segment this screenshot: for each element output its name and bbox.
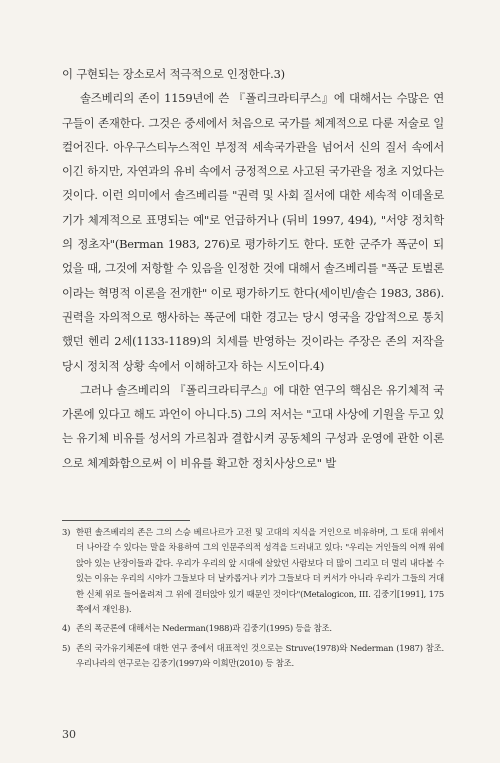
footnote-number: 5) [62, 642, 71, 653]
footnote-number: 3) [62, 527, 71, 537]
footnotes [62, 525, 444, 676]
footnote [62, 641, 444, 672]
paragraph: 솔즈베리의 존이 1159년에 쓴 『폴리크라티쿠스』에 대해서는 수많은 연구들이 존재한다. 그것은 중세에서 처음으로 국가를 체계적으로 다룬 저술로 일컬어진다. 아우구스티누스적인 부정적 세속국가관을 넘어서 신의 질서 속에서이긴 하지만, 자연과의 유비 속에서 긍정적으로 사고된 국가관을 정초 지었다는 것이다. 이런 의미에서 솔즈베리를 "권력 및 사회 질서에 대한 세속적 이데올로기가 체계적으로 표명되는 예"로 언급하거나 (뒤비 1997, 494), "서양 정치학의 정초자"(Berman 1983, 276)로 평가하기도 한다. 또한 군주가 폭군이 되었을 때, 그것에 저항할 수 있음을 인정한 것에 대해서 솔즈베리를 "폭군 토벌론이라는 혁명적 이론을 전개한" 이로 평가하기도 한다(세이빈/솔슨 1983, 386). 권력을 자의적으로 행사하는 폭군에 대한 경고는 당시 영국을 강압적으로 통치했던 헨리 2세(1133-1189)의 치세를 반영하는 것이라는 주장은 존의 저작을 당시 정치적 상황 속에서 이해하고자 하는 시도이다.4) [62, 91, 444, 373]
paragraph-continued: 이 구현되는 장소로서 적극적으로 인정한다.3) [62, 67, 285, 81]
footnote-text: 존의 폭군론에 대해서는 Nederman(1988)과 김중기(1995) 등을 참조. [76, 623, 332, 634]
footnote-divider [62, 520, 190, 521]
paragraph: 그러나 솔즈베리의 『폴리크라티쿠스』에 대한 연구의 핵심은 유기체적 국가론에 있다고 해도 과언이 아니다.5) 그의 저서는 "고대 사상에 기원을 두고 있는 유기체 비유를 성서의 가르침과 결합시켜 공동체의 구성과 운영에 관한 이론으로 체계화함으로써 이 비유를 확고한 정치사상으로" 발 [62, 382, 444, 470]
footnote-number: 4) [62, 623, 71, 634]
body-text [62, 62, 444, 475]
footnote-text: 한편 솔즈베리의 존은 그의 스승 베르나르가 고전 및 고대의 지식을 거인으로 비유하며, 그 토대 위에서 더 나아갈 수 있다는 말을 차용하여 그의 인문주의적 성격을 드러내고 있다: "우리는 거인들의 어깨 위에 앉아 있는 난장이들과 같다. 우리가 우리의 앞 시대에 살았던 사람보다 더 많이 그리고 더 멀리 내다볼 수 있는 이유는 우리의 시야가 그들보다 더 날카롭거나 키가 그들보다 더 커서가 아니라 우리가 그들의 거대한 신체 위로 들어올려져 그 위에 걸터앉아 있기 때문인 것이다"(Metalogicon, III. 김중기[1991], 175쪽에서 재인용). [76, 527, 444, 615]
footnote-text: 존의 국가유기체론에 대한 연구 중에서 대표적인 것으로는 Struve(1978)와 Nederman (1987) 참조. 우리나라의 연구로는 김중기(1997)와 이희만(2010) 등 참조. [76, 642, 444, 669]
footnote [62, 525, 444, 617]
footnote [62, 621, 444, 636]
page-number: 30 [62, 728, 76, 741]
